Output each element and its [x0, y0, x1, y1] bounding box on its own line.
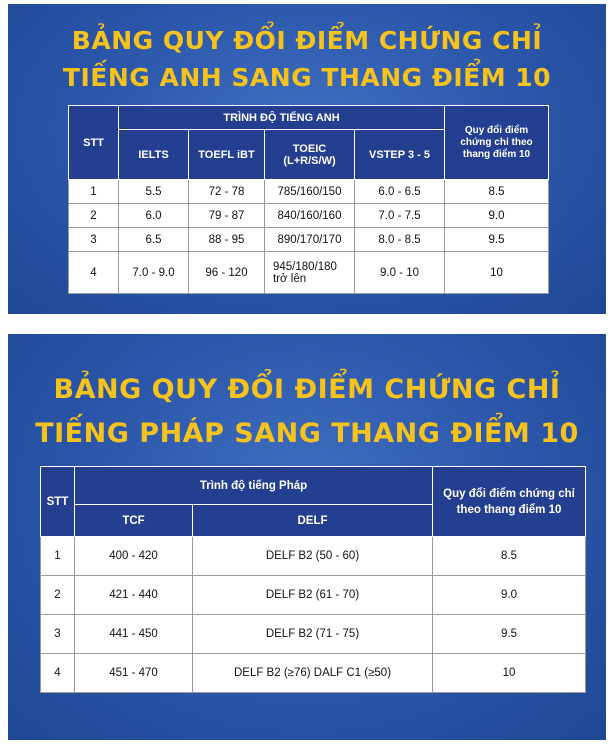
header-stt: STT [41, 467, 75, 537]
table-row [69, 228, 549, 252]
table-row [41, 576, 586, 615]
cell-tcf: 441 - 450 [75, 615, 193, 654]
header-convert-score: Quy đổi điểm chứng chỉ theo thang điểm 10 [445, 106, 549, 180]
cell-score: 9.0 [445, 204, 549, 228]
cell-score: 10 [433, 654, 586, 693]
cell-stt: 3 [41, 615, 75, 654]
cell-stt: 2 [69, 204, 119, 228]
cell-stt: 1 [41, 537, 75, 576]
cell-vstep: 6.0 - 6.5 [355, 180, 445, 204]
cell-toeic [265, 252, 355, 294]
french-title-line-1: BẢNG QUY ĐỔI ĐIỂM CHỨNG CHỈ [53, 374, 561, 405]
table-row [41, 537, 586, 576]
cell-ielts: 6.5 [119, 228, 189, 252]
cell-tcf: 451 - 470 [75, 654, 193, 693]
header-toeic [265, 130, 355, 180]
cell-vstep: 8.0 - 8.5 [355, 228, 445, 252]
english-title-line-2: TIẾNG ANH SANG THANG ĐIỂM 10 [62, 63, 552, 92]
cell-toeic-score: 945/180/180 [273, 260, 337, 273]
cell-delf: DELF B2 (50 - 60) [193, 537, 433, 576]
cell-ielts: 6.0 [119, 204, 189, 228]
cell-stt: 2 [41, 576, 75, 615]
french-conversion-table [40, 466, 586, 693]
cell-tcf: 421 - 440 [75, 576, 193, 615]
header-stt: STT [69, 106, 119, 180]
cell-toeic: 785/160/150 [265, 180, 355, 204]
english-title [8, 22, 606, 96]
header-convert-score: Quy đổi điểm chứng chỉ theo thang điểm 10 [433, 467, 586, 537]
cell-vstep: 9.0 - 10 [355, 252, 445, 294]
french-title [8, 368, 606, 456]
cell-tcf: 400 - 420 [75, 537, 193, 576]
table-row [41, 615, 586, 654]
header-delf: DELF [193, 505, 433, 537]
english-conversion-panel [8, 4, 606, 314]
cell-ielts: 5.5 [119, 180, 189, 204]
cell-toeic-note: trở lên [273, 272, 307, 285]
french-conversion-panel [8, 334, 606, 740]
cell-toeic: 890/170/170 [265, 228, 355, 252]
header-french-level: Trình độ tiếng Pháp [75, 467, 433, 505]
cell-stt: 1 [69, 180, 119, 204]
header-ielts: IELTS [119, 130, 189, 180]
cell-score: 9.5 [433, 615, 586, 654]
cell-delf: DELF B2 (≥76) DALF C1 (≥50) [193, 654, 433, 693]
cell-stt: 4 [69, 252, 119, 294]
header-vstep: VSTEP 3 - 5 [355, 130, 445, 180]
cell-ielts: 7.0 - 9.0 [119, 252, 189, 294]
header-toeic-name: TOEIC [292, 142, 327, 155]
cell-score: 8.5 [433, 537, 586, 576]
cell-toefl: 72 - 78 [189, 180, 265, 204]
table-row [69, 204, 549, 228]
cell-vstep: 7.0 - 7.5 [355, 204, 445, 228]
cell-score: 8.5 [445, 180, 549, 204]
cell-stt: 3 [69, 228, 119, 252]
cell-score: 9.0 [433, 576, 586, 615]
english-title-line-1: BẢNG QUY ĐỔI ĐIỂM CHỨNG CHỈ [71, 26, 543, 55]
cell-toefl: 79 - 87 [189, 204, 265, 228]
table-row [69, 252, 549, 294]
cell-score: 10 [445, 252, 549, 294]
cell-score: 9.5 [445, 228, 549, 252]
table-row [69, 180, 549, 204]
english-conversion-table [68, 105, 549, 294]
header-tcf: TCF [75, 505, 193, 537]
cell-delf: DELF B2 (71 - 75) [193, 615, 433, 654]
french-title-line-2: TIẾNG PHÁP SANG THANG ĐIỂM 10 [35, 418, 579, 449]
cell-stt: 4 [41, 654, 75, 693]
table-row [41, 654, 586, 693]
cell-toeic: 840/160/160 [265, 204, 355, 228]
header-toefl: TOEFL iBT [189, 130, 265, 180]
cell-toefl: 96 - 120 [189, 252, 265, 294]
cell-delf: DELF B2 (61 - 70) [193, 576, 433, 615]
header-toeic-skills: (L+R/S/W) [283, 154, 336, 167]
header-english-level: TRÌNH ĐỘ TIẾNG ANH [119, 106, 445, 130]
cell-toefl: 88 - 95 [189, 228, 265, 252]
